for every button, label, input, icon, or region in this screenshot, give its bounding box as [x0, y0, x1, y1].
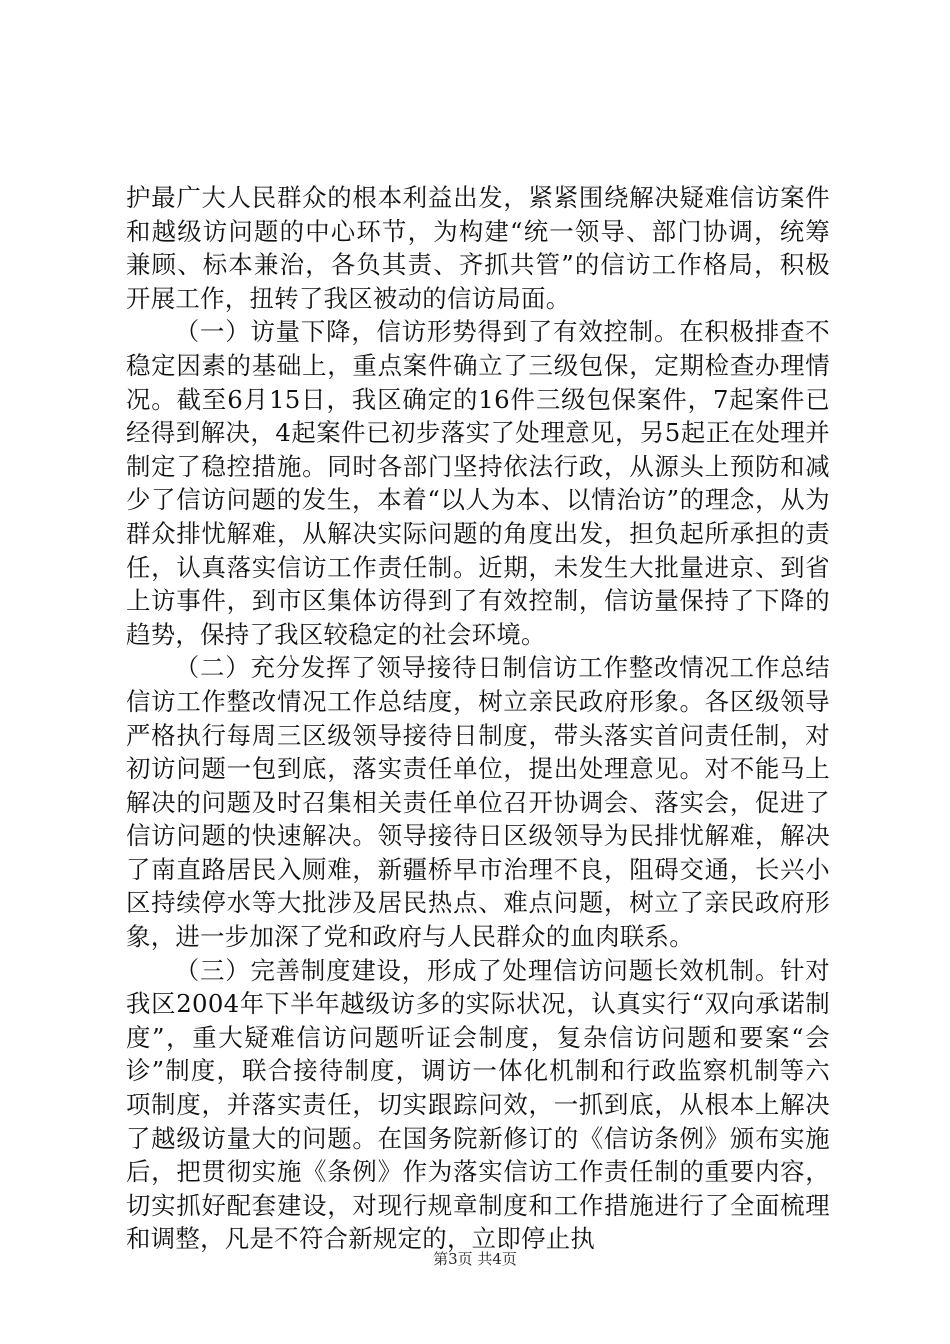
paragraph-continuation: 护最广大人民群众的根本利益出发，紧紧围绕解决疑难信访案件和越级访问题的中心环节，为构建“统一领导、部门协调，统筹兼顾、标本兼治，各负其责、齐抓共管”的信访工作格局，积极开展工作，扭转了我区被动的信访局面。	[126, 183, 830, 313]
page-number-footer: 第3页 共4页	[433, 1250, 517, 1268]
paragraph-section-1: （一）访量下降，信访形势得到了有效控制。在积极排查不稳定因素的基础上，重点案件确立了三级包保，定期检查办理情况。截至6月15日，我区确定的16件三级包保案件，7起案件已经得到解决，4起案件已初步落实了处理意见，另5起正在处理并制定了稳控措施。同时各部门坚持依法行政，从源头上预防和减少了信访问题的发生，本着“以人为本、以情治访”的理念，从为群众排忧解难，从解决实际问题的角度出发，担负起所承担的责任，认真落实信访工作责任制。近期，未发生大批量进京、到省上访事件，到市区集体访得到了有效控制，信访量保持了下降的趋势，保持了我区较稳定的社会环境。	[126, 317, 830, 649]
paragraph-section-3: （三）完善制度建设，形成了处理信访问题长效机制。针对我区2004年下半年越级访多的实际状况，认真实行“双向承诺制度”，重大疑难信访问题听证会制度，复杂信访问题和要案“会诊”制度，联合接待制度，调访一体化机制和行政监察机制等六项制度，并落实责任，切实跟踪问效，一抓到底，从根本上解决了越级访量大的问题。在国务院新修订的《信访条例》颁布实施后，把贯彻实施《条例》作为落实信访工作责任制的重要内容，切实抓好配套建设，对现行规章制度和工作措施进行了全面梳理和调整，凡是不符合新规定的，立即停止执	[126, 955, 830, 1254]
paragraph-section-2: （二）充分发挥了领导接待日制信访工作整改情况工作总结信访工作整改情况工作总结度，树立亲民政府形象。各区级领导严格执行每周三区级领导接待日制度，带头落实首问责任制，对初访问题一包到底，落实责任单位，提出处理意见。对不能马上解决的问题及时召集相关责任单位召开协调会、落实会，促进了信访问题的快速解决。领导接待日区级领导为民排忧解难，解决了南直路居民入厕难，新疆桥早市治理不良，阻碍交通，长兴小区持续停水等大批涉及居民热点、难点问题，树立了亲民政府形象，进一步加深了党和政府与人民群众的血肉联系。	[126, 653, 830, 952]
document-body	[126, 181, 830, 1256]
